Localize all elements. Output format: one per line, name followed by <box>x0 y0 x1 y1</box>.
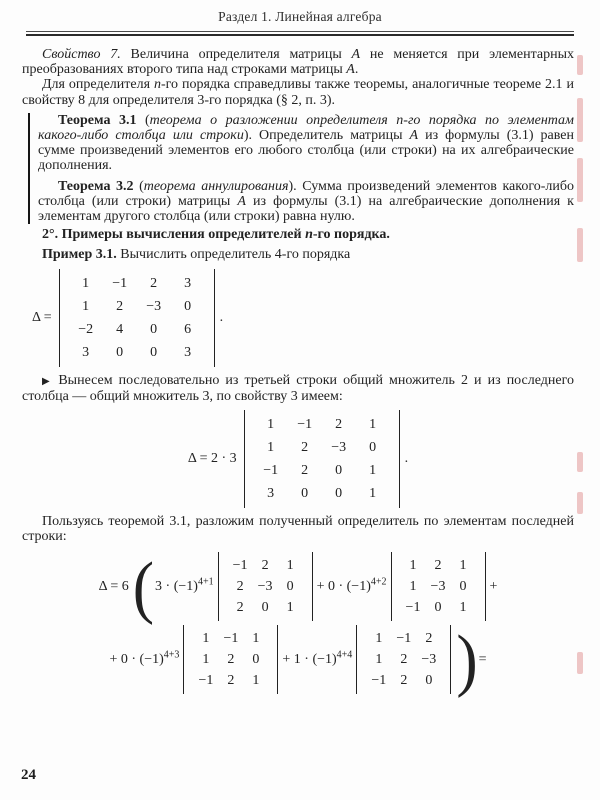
page-edge-mark <box>577 55 583 75</box>
text-run: А <box>346 62 355 78</box>
matrix-cell: −1 <box>371 673 387 689</box>
matrix-cell: −1 <box>263 463 279 479</box>
matrix-cell: 1 <box>459 600 467 616</box>
text-run: не меняется при элементарных преобразованиях второго типа над строками матрицы <box>22 47 574 78</box>
matrix-cell: 2 <box>400 673 408 689</box>
theorem-block <box>28 113 574 224</box>
matrix-cell: 2 <box>227 652 235 668</box>
page-number: 24 <box>21 767 36 783</box>
matrix-row <box>254 482 390 505</box>
matrix-row <box>366 628 441 649</box>
text-run: ▶ <box>42 375 53 387</box>
matrix-cell: 3 <box>267 486 275 502</box>
matrix-cell: 2 <box>335 417 343 433</box>
continuation-plus: + <box>489 579 498 595</box>
matrix-row <box>69 341 205 364</box>
equals-sign: = <box>478 652 487 668</box>
text-run: Теорема 3.1 <box>58 112 137 128</box>
solution-start-paragraph <box>22 373 574 404</box>
matrix-cell: 1 <box>459 558 467 574</box>
matrix-cell: −1 <box>396 631 412 647</box>
text-run: 2°. Примеры вычисления определителей <box>42 227 306 243</box>
matrix-cell: 0 <box>184 298 192 314</box>
text-run: ( <box>136 112 150 128</box>
text-run: . <box>354 62 359 78</box>
big-open-paren: ( <box>132 547 155 626</box>
text-run: ). Определитель матрицы <box>243 128 410 144</box>
matrix-cell: 0 <box>150 321 158 337</box>
text-run: Пример 3.1. <box>42 247 117 263</box>
matrix-row <box>254 413 390 436</box>
matrix-cell: 1 <box>202 631 210 647</box>
expansion-term-coef: $3 \cdot (-1)^{4+1}$ <box>155 576 214 595</box>
matrix-cell: 1 <box>375 631 383 647</box>
matrix-cell: 3 <box>184 275 192 291</box>
nth-order-note-paragraph <box>22 77 574 107</box>
determinant-display-1 <box>32 269 574 367</box>
matrix-cell: 2 <box>227 673 235 689</box>
matrix-cell: −1 <box>297 417 313 433</box>
matrix-cell: 6 <box>184 321 192 337</box>
matrix-cell: 3 <box>184 344 192 360</box>
matrix-row <box>366 670 441 691</box>
matrix-cell: −1 <box>223 631 239 647</box>
text-run: А <box>237 193 246 209</box>
matrix-cell: 0 <box>335 463 343 479</box>
text-run: из формулы (3.1) равен сумме произведений элементов его любого столбца (или строки) на их алгебраические дополнения. <box>38 128 574 174</box>
matrix-cell: 0 <box>261 600 269 616</box>
text-run: Вынесем последовательно из третьей строки общий множитель 2 и из последнего столбца — общий множитель 3, по свойству 3 имеем: <box>22 372 574 404</box>
matrix-cell: −1 <box>112 275 128 291</box>
big-close-paren: ) <box>456 620 478 699</box>
matrix-row <box>69 295 205 318</box>
matrix-cell: 1 <box>375 652 383 668</box>
matrix-row <box>254 436 390 459</box>
matrix-row <box>401 555 476 576</box>
text-run: Величина определителя матрицы <box>120 47 352 62</box>
page-edge-mark <box>577 228 583 262</box>
matrix-cell: −3 <box>331 440 347 456</box>
theorem-3-2-paragraph <box>38 179 574 225</box>
text-run: -го порядка. <box>312 227 390 243</box>
matrix-cell: −3 <box>146 298 162 314</box>
matrix-cell: 1 <box>286 558 294 574</box>
text-run: ( <box>133 178 144 194</box>
matrix-cell: 2 <box>150 275 158 291</box>
text-run: А <box>351 47 361 62</box>
exponent: 4+3 <box>163 649 180 661</box>
determinant-matrix <box>59 269 215 367</box>
matrix-cell: 0 <box>301 486 309 502</box>
expansion-term-coef: + $1 \cdot (-1)^{4+4}$ <box>282 649 353 668</box>
matrix-cell: 1 <box>82 298 90 314</box>
section-2-heading <box>22 227 574 242</box>
example-3-1-paragraph <box>22 247 574 262</box>
text-run: -го порядка справедливы также теоремы, аналогичные теореме 2.1 и свойству 8 для определителя 3-го порядка (§ 2, п. 3). <box>22 77 574 108</box>
matrix-cell: 0 <box>286 579 294 595</box>
page-edge-mark <box>577 452 583 472</box>
theorem-3-1-paragraph <box>38 113 574 174</box>
text-run: n <box>305 227 313 243</box>
matrix-cell: 1 <box>267 417 275 433</box>
text-run: Пользуясь теоремой 3.1, разложим полученный определитель по элементам последней строки: <box>22 514 574 545</box>
matrix-cell: 2 <box>301 463 309 479</box>
matrix-row <box>254 459 390 482</box>
matrix-row <box>69 272 205 295</box>
matrix-cell: 1 <box>409 558 417 574</box>
matrix-cell: 2 <box>236 579 244 595</box>
text-run: А <box>409 128 419 144</box>
matrix-cell: 1 <box>252 631 260 647</box>
matrix-row <box>193 649 268 670</box>
matrix-row <box>401 597 476 618</box>
math-lhs: Δ = <box>32 310 52 326</box>
math-period: . <box>219 310 224 326</box>
text-run: Свойство 7. <box>42 47 121 62</box>
matrix-cell: 1 <box>82 275 90 291</box>
exponent: 4+1 <box>197 576 214 588</box>
matrix-cell: 0 <box>425 673 433 689</box>
matrix-cell: −3 <box>421 652 437 668</box>
matrix-row <box>228 597 303 618</box>
exponent: 4+2 <box>370 576 387 588</box>
matrix-cell: 0 <box>252 652 260 668</box>
matrix-cell: −2 <box>78 321 94 337</box>
determinant-matrix <box>218 552 313 621</box>
page-edge-mark <box>577 652 583 674</box>
text-run: n <box>153 77 161 93</box>
matrix-row <box>69 318 205 341</box>
matrix-cell: 0 <box>150 344 158 360</box>
page-header <box>0 0 600 36</box>
text-run: Для определителя <box>42 77 154 93</box>
matrix-cell: −3 <box>430 579 446 595</box>
math-lhs: Δ = 6 <box>98 579 129 595</box>
expansion-intro-paragraph <box>22 514 574 544</box>
matrix-row <box>401 576 476 597</box>
matrix-cell: 3 <box>82 344 90 360</box>
matrix-row <box>228 555 303 576</box>
math-period: . <box>404 451 409 467</box>
page-edge-mark <box>577 158 583 202</box>
running-head-title: Раздел 1. Линейная алгебра <box>218 9 382 24</box>
matrix-cell: 2 <box>425 631 433 647</box>
matrix-cell: 2 <box>400 652 408 668</box>
text-run: Теорема 3.2 <box>58 178 134 194</box>
determinant-matrix <box>391 552 486 621</box>
matrix-cell: 1 <box>286 600 294 616</box>
text-run: ). Сумма произведений элементов какого-либо столбца (или строки) матрицы <box>38 178 574 209</box>
matrix-cell: 2 <box>301 440 309 456</box>
property-7-paragraph <box>22 47 574 77</box>
matrix-cell: 0 <box>369 440 377 456</box>
page-edge-mark <box>577 98 583 142</box>
matrix-cell: 2 <box>116 298 124 314</box>
text-run: Вычислить определитель 4-го порядка <box>116 247 351 263</box>
exponent: 4+4 <box>336 649 353 661</box>
matrix-cell: −1 <box>232 558 248 574</box>
math-lhs: Δ = 2 · 3 <box>187 451 237 467</box>
matrix-cell: 0 <box>434 600 442 616</box>
matrix-cell: 1 <box>409 579 417 595</box>
determinant-matrix <box>244 410 400 508</box>
matrix-row <box>193 628 268 649</box>
matrix-cell: 0 <box>335 486 343 502</box>
matrix-cell: 2 <box>261 558 269 574</box>
determinant-display-2 <box>22 410 574 508</box>
expansion-term-coef: + $0 \cdot (-1)^{4+3}$ <box>109 649 180 668</box>
expansion-term-coef: + $0 \cdot (-1)^{4+2}$ <box>316 576 387 595</box>
matrix-cell: 1 <box>369 417 377 433</box>
expansion-formula-line-1 <box>22 547 574 626</box>
text-run: теорема о разложении определителя n-го порядка по элементам какого-либо столбца или строки <box>38 112 574 144</box>
matrix-cell: 0 <box>459 579 467 595</box>
determinant-matrix <box>356 625 451 694</box>
matrix-cell: 1 <box>252 673 260 689</box>
matrix-cell: 1 <box>369 463 377 479</box>
matrix-cell: 1 <box>267 440 275 456</box>
matrix-row <box>193 670 268 691</box>
matrix-cell: −1 <box>198 673 214 689</box>
matrix-cell: 1 <box>369 486 377 502</box>
matrix-cell: 2 <box>236 600 244 616</box>
matrix-row <box>366 649 441 670</box>
matrix-cell: 4 <box>116 321 124 337</box>
matrix-cell: 0 <box>116 344 124 360</box>
page-body <box>0 36 600 699</box>
text-run: из формулы (3.1) на алгебраические дополнения к элементам другого столбца (или строки) равна нулю. <box>38 193 574 225</box>
determinant-matrix <box>183 625 278 694</box>
text-run: теорема аннулирования <box>143 178 289 194</box>
matrix-cell: −3 <box>257 579 273 595</box>
matrix-cell: 1 <box>202 652 210 668</box>
page-edge-mark <box>577 492 583 514</box>
matrix-cell: −1 <box>405 600 421 616</box>
matrix-cell: 2 <box>434 558 442 574</box>
matrix-row <box>228 576 303 597</box>
expansion-formula-line-2 <box>22 620 574 699</box>
